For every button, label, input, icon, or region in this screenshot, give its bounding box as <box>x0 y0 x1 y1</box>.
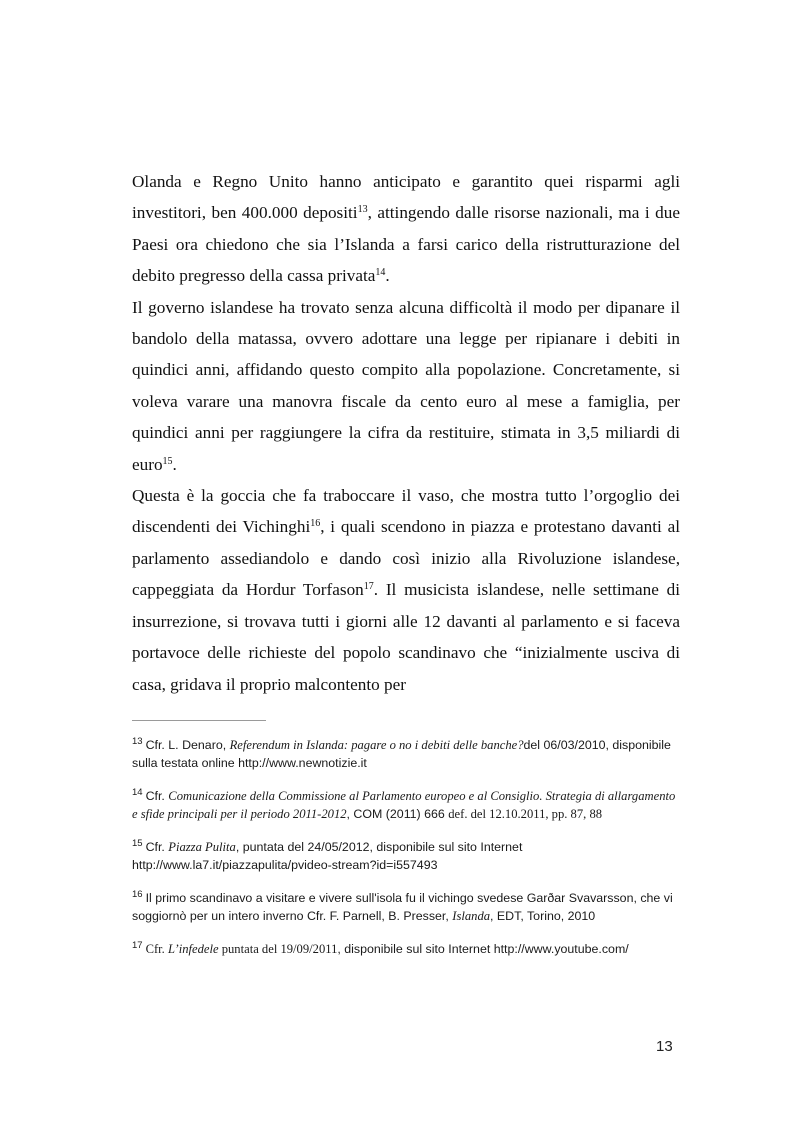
footnote-17: $^{17}$ Cfr. L’infedele puntata del 19/09/2011, disponibile sul sito Internet http://www.youtube.com/ <box>132 940 629 956</box>
footnote-number: 15 <box>132 838 143 849</box>
paragraph-3: Questa è la goccia che fa traboccare il vaso, che mostra tutto l’orgoglio dei discendenti dei Vichinghi$^{16}$, i quali scendono in piazza e protestano davanti al parlamento assediandolo e dando così inizio alla Rivoluzione islandese, cappeggiata da Hordur Torfason$^{17}$. Il musicista islandese, nelle settimane di insurrezione, si trovava tutti i giorni alle 12 davanti al parlamento e si faceva portavoce delle richieste del popolo scandinavo che “inizialmente usciva di casa, gridava il proprio malcontento per <box>132 486 680 694</box>
footnote-separator <box>132 720 266 721</box>
footnote-15: $^{15}$ Cfr. Piazza Pulita, puntata del 24/05/2012, disponibile sul sito Internet http://www.la7.it/piazzapulita/pvideo-stream?id=i557493 <box>132 838 523 872</box>
footnote-title: Piazza Pulita <box>168 840 236 854</box>
footnote-ref-17[interactable]: 17 <box>363 581 374 593</box>
footnote-13: $^{13}$ Cfr. L. Denaro, Referendum in Islanda: pagare o no i debiti delle banche?del 06/03/2010, disponibile sulla testata online http://www.newnotizie.it <box>132 736 671 770</box>
main-text <box>132 166 680 700</box>
footnote-number: 16 <box>132 889 143 900</box>
paragraph-2: Il governo islandese ha trovato senza alcuna difficoltà il modo per dipanare il bandolo della matassa, ovvero adottare una legge per ripianare i debiti in quindici anni, affidando questo compito alla popolazione. Concretamente, si voleva varare una manovra fiscale da cento euro al mese a famiglia, per quindici anni per raggiungere la cifra da restituire, stimata in 3,5 miliardi di euro$^{15}$. <box>132 297 680 474</box>
footnote-14: $^{14}$ Cfr. Comunicazione della Commissione al Parlamento europeo e al Consiglio. Strategia di allargamento e sfide principali per il periodo 2011-2012, COM (2011) 666 def. del 12.10.2011, pp. 87, 88 <box>132 787 676 821</box>
footnote-title: Referendum in Islanda: pagare o no i debiti delle banche? <box>229 738 524 752</box>
footnote-title: Comunicazione della Commissione al Parlamento europeo e al Consiglio. Strategia di allargamento e sfide principali per il periodo 2011-2012 <box>132 789 676 821</box>
footnote-number: 13 <box>132 736 143 747</box>
footnote-title: Islanda <box>452 908 491 923</box>
footnote-number: 17 <box>132 940 143 951</box>
footnote-ref-16[interactable]: 16 <box>310 518 321 530</box>
footnotes <box>132 737 680 975</box>
page-number: 13 <box>656 1038 673 1055</box>
footnote-ref-14[interactable]: 14 <box>375 267 386 279</box>
footnote-ref-15[interactable]: 15 <box>162 455 173 467</box>
footnote-number: 14 <box>132 787 143 798</box>
footnote-title: L’infedele <box>167 942 219 956</box>
paragraph-1: Olanda e Regno Unito hanno anticipato e garantito quei risparmi agli investitori, ben 400.000 depositi$^{13}$, attingendo dalle risorse nazionali, ma i due Paesi ora chiedono che sia l’Islanda a farsi carico della ristrutturazione del debito pregresso della cassa privata$^{14}$. <box>132 172 680 286</box>
footnote-ref-13[interactable]: 13 <box>357 204 368 216</box>
footnote-16: $^{16}$ Il primo scandinavo a visitare e vivere sull'isola fu il vichingo svedese Garðar Svavarsson, che vi soggiornò per un intero inverno Cfr. F. Parnell, B. Presser, Islanda, EDT, Torino, 2010 <box>132 889 673 923</box>
